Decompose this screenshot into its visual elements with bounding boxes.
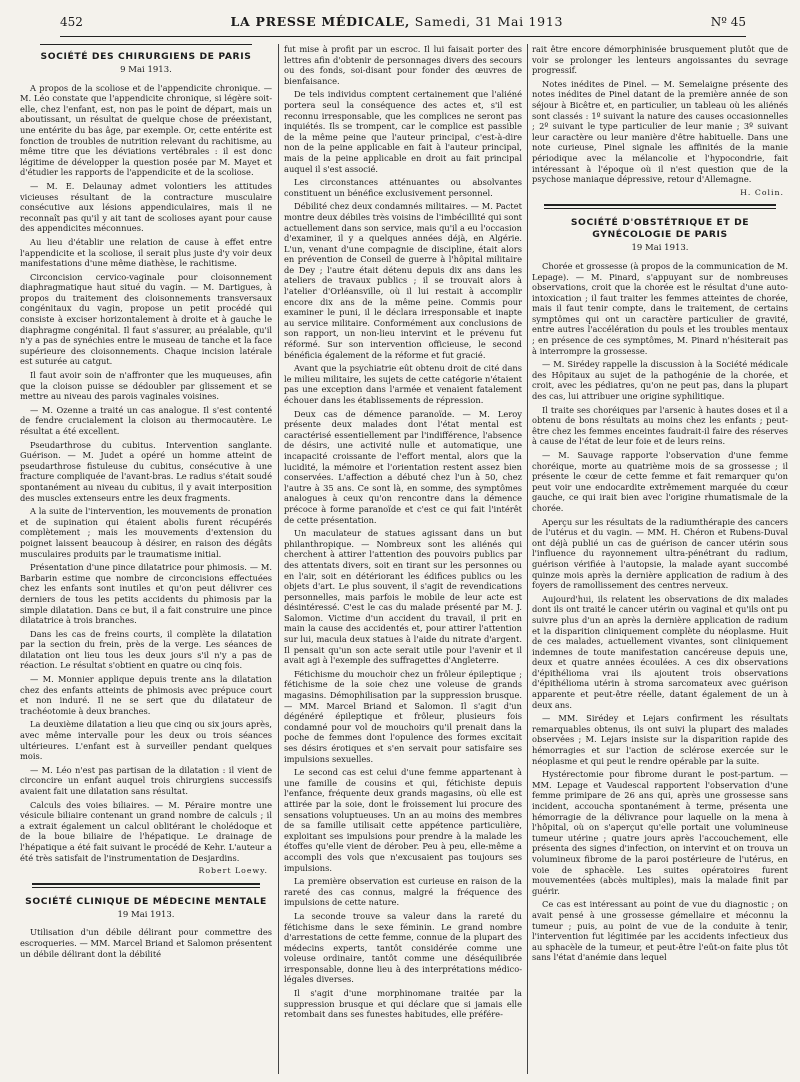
paragraph: — M. E. Delaunay admet volontiers les attitudes vicieuses résultant de la contracture musculaire consécutive aux lésions appendiculaires, mais il ne reconnaît pas qu'il y ait tant de scolioses ayant pour cause des appendicites méconnues.	[20, 180, 272, 234]
paragraph: Aujourd'hui, ils relatent les observations de dix malades dont ils ont traité le cancer utérin ou vaginal et qu'ils ont pu suivre plus d'un an après la dernière application de radium et la disparition cliniquement complète du néoplasme. Huit de ces malades, actuellement vivantes, sont cliniquement indemnes de toute manifestation cancéreuse depuis une, deux et quatre années écoulées. A ces dix observations d'épithélioma vrai ils ajoutent trois observations d'épithélioma utérin à stroma sarcomateux avec guérison apparente et peut-être réelle, datant également de un à deux ans.	[532, 593, 788, 710]
paragraph: La seconde trouve sa valeur dans la rareté du fétichisme dans le sexe féminin. Le grand nombre d'arrestations de cette femme, connue de la plupart des médecins experts, tantôt considérée comme une voleuse ordinaire, tantôt comme une déséquilibrée irresponsable, donne lieu à des interprétations médico-légales diverses.	[284, 910, 522, 985]
column-left	[20, 44, 272, 1074]
paragraph: Circoncision cervico-vaginale pour cloisonnement diaphragmatique haut situé du vagin. — M. Dartigues, à propos du traitement des cloisonnements transversaux congénitaux du vagin, propose un petit procédé qui consiste à exciser horizontalement à droite et à gauche le diaphragme congénital. Il faut s'assurer, au préalable, qu'il n'y a pas de synéchies entre le museau de tanche et la face supérieure des cloisonnements. Chaque incision latérale est suturée au catgut.	[20, 271, 272, 367]
section-divider	[32, 883, 260, 888]
paragraph: Utilisation d'un débile délirant pour commettre des escroqueries. — MM. Marcel Briand et Salomon présentent un débile délirant dont la débilité	[20, 927, 272, 959]
paragraph: Aperçu sur les résultats de la radiumthérapie des cancers de l'utérus et du vagin. — MM. H. Chéron et Rubens-Duval ont déjà publié un cas de guérison de cancer utérin sous l'influence du rayonnement ultra-pénétrant du radium, guérison vérifiée à l'autopsie, la malade ayant succombé quinze mois après la dernière application de radium à des foyers de ramollissement des centres nerveux.	[532, 516, 788, 591]
issue-number: Nº 45	[710, 15, 746, 29]
paragraph: Débilité chez deux condamnés militaires. — M. Pactet montre deux débiles très voisins de l'imbécillité qui sont actuellement dans son service, mais qu'il a eu l'occasion d'examiner, il y a quelques années déjà, en Algérie. L'un, venant d'une compagnie de discipline, était alors en prévention de Conseil de guerre à l'hôpital militaire de Dey ; l'autre était détenu depuis dix ans dans les ateliers de travaux publics ; il se trouvait alors à l'atelier d'Orléansville, où il lui restait à accomplir encore dix ans de la même peine. Commis pour examiner le puni, il le déclara irresponsable et inapte au service militaire. Conformément aux conclusions de son rapport, un non-lieu intervint et le prévenu fut réformé. Sur son intervention officieuse, le second bénéficia également de la réforme et fut gracié.	[284, 201, 522, 360]
journal-name: LA PRESSE MÉDICALE,	[230, 14, 411, 29]
paragraph: A propos de la scoliose et de l'appendicite chronique. — M. Léo constate que l'appendicite chronique, si légère soit-elle, chez l'enfant, est, non pas le point de départ, mais un aboutissant, un résultat de quelque chose de préexistant, une entérite du bas âge, par exemple. Or, cette entérite est fonction de troubles de nutrition relevant du rachitisme, au même titre que les déviations vertébrales : il est donc légitime de développer la question posée par M. Mayet et d'étudier les rapports de l'appendicite et de la scoliose.	[20, 82, 272, 178]
paragraph: — M. Ozenne a traité un cas analogue. Il s'est contenté de fendre crucialement la cloison au thermocautère. Le résultat a été excellent.	[20, 404, 272, 436]
paragraph: Dans les cas de freins courts, il complète la dilatation par la section du frein, près de la verge. Les séances de dilatation ont lieu tous les deux jours s'il n'y a pas de réaction. Le résultat s'obtient en quatre ou cinq fois.	[20, 628, 272, 671]
section-top-rule	[40, 44, 252, 45]
paragraph: Un maculateur de statues agissant dans un but philanthropique. — Nombreux sont les aliénés qui cherchent à attirer l'attention des pouvoirs publics par des attentats divers, soit en tirant sur les personnes ou en l'air, soit en détériorant les édifices publics ou les objets d'art. Le plus souvent, il s'agit de revendications personnelles, mais parfois le mobile de leur acte est désintéressé. C'est le cas du malade présenté par M. J. Salomon. Victime d'un accident du travail, il prit en main la cause des accidentés et, pour attirer l'attention sur lui, macula deux statues à l'aide du nitrate d'argent. Il pensait qu'un son acte serait utile pour l'avenir et il avait agi à l'exemple des suffragettes d'Angleterre.	[284, 528, 522, 666]
issue-date: Samedi, 31 Mai 1913	[414, 14, 564, 29]
paragraph: Hystérectomie pour fibrome durant le post-partum. — MM. Lepage et Vaudescal rapportent l'observation d'une femme primipare de 26 ans qui, après une grossesse sans incident, accoucha spontanément à terme, présenta une hémorragie de la délivrance pour laquelle on la mena à l'hôpital, où on s'aperçut qu'elle portait une volumineuse tumeur utérine ; quatre jours après l'accouchement, elle présenta des signes d'infection, on intervint et on trouva un volumineux fibrome de la paroi postérieure de l'utérus, en voie de sphacèle. Les suites opératoires furent mouvementées (abcès multiples), mais la malade finit par guérir.	[532, 769, 788, 896]
paragraph: La deuxième dilatation a lieu que cinq ou six jours après, avec même intervalle pour les deux ou trois séances ultérieures. L'enfant est à surveiller pendant quelques mois.	[20, 719, 272, 762]
paragraph: fut mise à profit par un escroc. Il lui faisait porter des lettres afin d'obtenir de personnages divers des secours ou des fonds, soi-disant pour fonder des œuvres de bienfaisance.	[284, 44, 522, 86]
journal-title	[231, 14, 564, 29]
paragraph: — M. Sauvage rapporte l'observation d'une femme choréique, morte au quatrième mois de sa grossesse ; il présente le cœur de cette femme et fait remarquer qu'on peut voir une endocardite extrêmement marquée du cœur gauche, ce qui irait bien avec l'origine rhumatismale de la chorée.	[532, 450, 788, 513]
paragraph: Notes inédites de Pinel. — M. Semelaigne présente des notes inédites de Pinel datant de la première année de son séjour à Bicêtre et, en particulier, un tableau où les aliénés sont classés : 1º suivant la nature des causes occasionnelles ; 2º suivant le type particulier de leur manie ; 3º suivant leur caractère ou leur manière d'être habituelle. Dans une note curieuse, Pinel signale les affinités de la manie périodique avec la mélancolie et l'hypocondrie, fait intéressant à l'époque où il n'est question que de la psychose maniaque dépressive, retour d'Allemagne.	[532, 78, 788, 185]
paragraph: Avant que la psychiatrie eût obtenu droit de cité dans le milieu militaire, les sujets de cette catégorie n'étaient pas une exception dans l'armée et venaient fatalement échouer dans les établissements de répression.	[284, 363, 522, 405]
running-header	[60, 14, 746, 37]
page-number: 452	[60, 15, 83, 29]
paragraph: Calculs des voies biliaires. — M. Péraire montre une vésicule biliaire contenant un grand nombre de calculs ; il a extrait également un calcul oblitérant le cholédoque et de la boue biliaire de l'hépatique. Le drainage de l'hépatique a été fait suivant le procédé de Kehr. L'auteur a été très satisfait de l'instrumentation de Desjardins.	[20, 799, 272, 863]
section-date: 9 Mai 1913.	[120, 65, 172, 75]
paragraph: Présentation d'une pince dilatatrice pour phimosis. — M. Barbarin estime que nombre de circoncisions effectuées chez les enfants sont inutiles et qu'on peut délivrer ces derniers de tous les petits accidents du phimosis par la simple dilatation. Dans ce but, il a fait construire une pince dilatatrice à trois branches.	[20, 562, 272, 626]
section-date: 19 Mai 1913.	[117, 909, 175, 920]
section-date: 19 Mai 1913.	[631, 243, 689, 254]
paragraph: Au lieu d'établir une relation de cause à effet entre l'appendicite et la scoliose, il serait plus juste d'y voir deux manifestations d'une même diathèse, le rachitisme.	[20, 236, 272, 269]
section-divider	[544, 204, 776, 209]
paragraph: A la suite de l'intervention, les mouvements de pronation et de supination qui étaient abolis furent récupérés complètement ; mais les mouvements d'extension du poignet laissent beaucoup à désirer, en raison des dégâts musculaires produits par le traumatisme initial.	[20, 506, 272, 559]
paragraph: Le second cas est celui d'une femme appartenant à une famille de cousins et qui, fétichiste depuis l'enfance, fréquente deux grands magasins, où elle est attirée par la soie, dont le froissement lui procure des sensations voluptueuses. Un an au moins des membres de sa famille utilisait cette appétence particulière, exploitant ses impulsions pour prendre à la malade les étoffes qu'elle vient de dérober. Peu à peu, elle-même a accompli des vols que n'excusaient pas toujours ses impulsions.	[284, 767, 522, 873]
paragraph: Il faut avoir soin de n'affronter que les muqueuses, afin que la cloison puisse se dédoubler par glissement et se mettre au niveau des parois vaginales voisines.	[20, 370, 272, 402]
paragraph: Chorée et grossesse (à propos de la communication de M. Lepage). — M. Pinard, s'appuyant sur de nombreuses observations, croit que la chorée est le résultat d'une auto-intoxication ; il faut traiter les femmes atteintes de chorée, mais il faut tenir compte, dans le traitement, de certains symptômes qui ont un caractère particulier de gravité, entre autres l'accélération du pouls et les troubles mentaux ; en présence de ces symptômes, M. Pinard n'hésiterait pas à interrompre la grossesse.	[532, 260, 788, 356]
column-right	[532, 44, 788, 1074]
paragraph: Il traite ses choréiques par l'arsenic à hautes doses et il a obtenu de bons résultats au moins chez les enfants ; peut-être chez les femmes enceintes faudrait-il faire des réserves à cause de l'état de leur foie et de leurs reins.	[532, 404, 788, 447]
paragraph: — M. Sirédey rappelle la discussion à la Société médicale des Hôpitaux au sujet de la pathogénie de la chorée, et croit, avec les pédiatres, qu'on ne peut pas, dans la plupart des cas, lui attribuer une origine syphilitique.	[532, 359, 788, 402]
section-title: SOCIÉTÉ DES CHIRURGIENS DE PARIS	[40, 51, 252, 62]
paragraph: — MM. Sirédey et Lejars confirment les résultats remarquables obtenus, ils ont suivi la plupart des malades observées ; M. Lejars insiste sur la disparition rapide des hémorragies et sur l'action de sclérose exercée sur le néoplasme et qui peut le rendre opérable par la suite.	[532, 713, 788, 766]
column-rule	[278, 44, 279, 1074]
paragraph: De tels individus comptent certainement que l'aliéné portera seul la conséquence des actes et, s'il est reconnu irresponsable, que les complices ne seront pas inquiétés. Ils se trompent, car le complice est passible de la même peine que l'auteur principal, c'est-à-dire non de la peine applicable en fait à l'auteur principal, mais de la peine applicable en droit au fait principal auquel il s'est associé.	[284, 89, 522, 174]
column-rule	[527, 44, 528, 1074]
paragraph: Les circonstances atténuantes ou absolvantes constituent un bénéfice exclusivement personnel.	[284, 177, 522, 198]
paragraph: Il s'agit d'une morphinomane traitée par la suppression brusque et qui déclare que si jamais elle retombait dans ses funestes habitudes, elle préfére-	[284, 988, 522, 1020]
column-middle	[284, 44, 522, 1074]
paragraph: rait être encore démorphinisée brusquement plutôt que de voir se prolonger les lenteurs angoissantes du sevrage progressif.	[532, 44, 788, 76]
paragraph: Ce cas est intéressant au point de vue du diagnostic ; on avait pensé à une grossesse gémellaire et méconnu la tumeur ; puis, au point de vue de la conduite à tenir, l'intervention fut légitimée par les accidents infectieux dus au sphacèle de la tumeur, et peut-être l'eût-on faite plus tôt sans l'état d'anémie dans lequel	[532, 899, 788, 963]
paragraph: Fétichisme du mouchoir chez un frôleur épileptique ; fétichisme de la soie chez une voleuse de grands magasins. Démophilisation par la suppression brusque. — MM. Marcel Briand et Salomon. Il s'agit d'un dégénéré épileptique et frôleur, plusieurs fois condamné pour vol de mouchoirs qu'il prenait dans la poche de femmes dont l'opulence des formes excitait ses désirs érotiques et s'en servait pour satisfaire ses impulsions sexuelles.	[284, 668, 522, 764]
section-title: SOCIÉTÉ CLINIQUE DE MÉDECINE MENTALE	[25, 895, 267, 907]
paragraph: La première observation est curieuse en raison de la rareté des cas connus, malgré la fréquence des impulsions de cette nature.	[284, 876, 522, 908]
paragraph: — M. Léo n'est pas partisan de la dilatation : il vient de circoncire un enfant auquel trois chirurgiens successifs avaient fait une dilatation sans résultat.	[20, 764, 272, 796]
paragraph: Pseudarthrose du cubitus. Intervention sanglante. Guérison. — M. Judet a opéré un homme atteint de pseudarthrose fistuleuse du cubitus, consécutive à une fracture compliquée de l'avant-bras. Le radius s'était soudé spontanément au niveau du cubitus, il y avait interposition des muscles extenseurs entre les deux fragments.	[20, 439, 272, 503]
author-signature: Robert Loewy.	[198, 866, 268, 876]
paragraph: — M. Monnier applique depuis trente ans la dilatation chez des enfants atteints de phimosis avec prépuce court et non induré. Il ne se sert que du dilatateur de trachéotomie à deux branches.	[20, 674, 272, 716]
paragraph: Deux cas de démence paranoïde. — M. Leroy présente deux malades dont l'état mental est caractérisé essentiellement par l'indifférence, l'absence de désirs, une activité nulle et automatique, une incapacité croissante de l'effort mental, alors que la lucidité, la mémoire et l'orientation restent assez bien conservées. L'affection a débuté chez l'un à 50, chez l'autre à 35 ans. Ce sont là, en somme, des symptômes analogues à ceux qu'on rencontre dans la démence précoce à forme paranoïde et c'est ce qui fait l'intérêt de cette présentation.	[284, 408, 522, 525]
section-title: SOCIÉTÉ D'OBSTÉTRIQUE ET DE GYNÉCOLOGIE DE PARIS	[570, 217, 750, 241]
author-signature: H. Colin.	[740, 187, 784, 197]
